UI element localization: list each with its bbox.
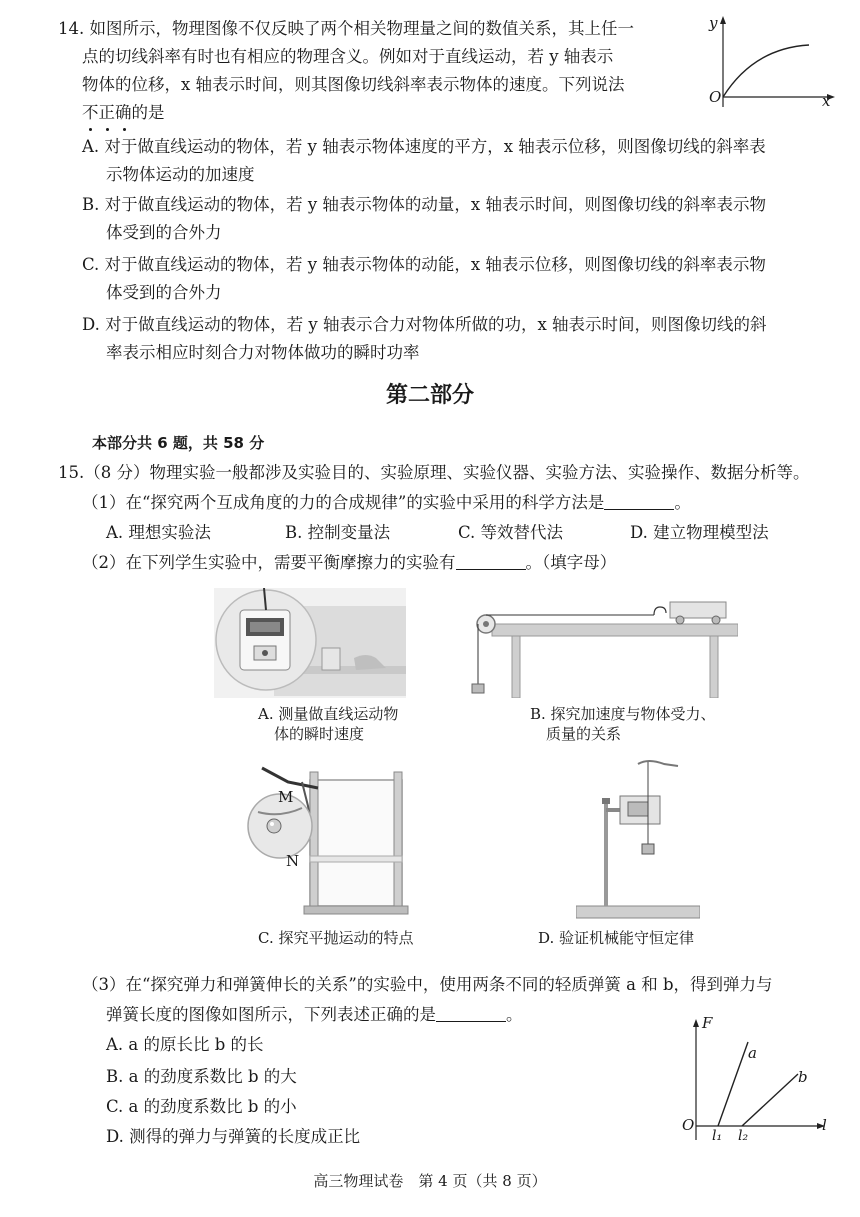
q15-sub3-option-a: A. a 的原长比 b 的长 bbox=[106, 1035, 264, 1054]
q14-graph bbox=[705, 12, 840, 112]
q15-sub2-end: 。（填字母） bbox=[525, 553, 617, 572]
emphasis-dot bbox=[89, 128, 92, 131]
q15-sub1 bbox=[82, 492, 691, 514]
page-footer: 高三物理试卷 第 4 页（共 8 页） bbox=[313, 1172, 547, 1190]
spring-graph-y-label: F bbox=[702, 1014, 713, 1032]
part-intro: 本部分共 6 题，共 58 分 bbox=[92, 434, 265, 452]
q14-option-a-line1: A. 对于做直线运动的物体，若 y 轴表示物体速度的平方，x 轴表示位移，则图像切线的斜率表 bbox=[82, 137, 766, 156]
q15-sub1-option-b: B. 控制变量法 bbox=[285, 523, 391, 542]
answer-blank bbox=[436, 1005, 506, 1022]
q15-sub3-line1: （3）在“探究弹力和弹簧伸长的关系”的实验中，使用两条不同的轻质弹簧 a 和 b，得到弹力与 bbox=[82, 975, 773, 994]
q14-option-d-line2: 率表示相应时刻合力对物体做功的瞬时功率 bbox=[106, 343, 420, 362]
q15-sub3-text: 弹簧长度的图像如图所示，下列表述正确的是 bbox=[106, 1005, 436, 1024]
q14-curve bbox=[723, 45, 809, 97]
figure-d-diagram bbox=[576, 758, 700, 920]
q15-sub2-text: （2）在下列学生实验中，需要平衡摩擦力的实验有 bbox=[82, 553, 456, 572]
emphasis-dot bbox=[106, 128, 109, 131]
q15-sub3-end: 。 bbox=[506, 1005, 523, 1024]
figure-b-caption-2: 质量的关系 bbox=[546, 725, 622, 743]
q14-graph-y-label: y bbox=[709, 14, 718, 32]
q14-option-b-line2: 体受到的合外力 bbox=[106, 223, 222, 242]
q14-line-4: 不正确的是 bbox=[82, 103, 165, 122]
spring-a-line bbox=[718, 1042, 748, 1126]
q15-sub3-option-d: D. 测得的弹力与弹簧的长度成正比 bbox=[106, 1127, 361, 1146]
q15-sub3-line2 bbox=[106, 1004, 523, 1026]
figure-a-caption-2: 体的瞬时速度 bbox=[274, 725, 365, 743]
q15-sub1-option-a: A. 理想实验法 bbox=[106, 523, 211, 542]
spring-graph-origin: O bbox=[682, 1116, 695, 1134]
figure-c-caption: C. 探究平抛运动的特点 bbox=[258, 929, 414, 947]
q14-line-3: 物体的位移，x 轴表示时间，则其图像切线斜率表示物体的速度。下列说法 bbox=[82, 75, 625, 94]
figure-c-label-n: N bbox=[286, 852, 300, 870]
spring-l2-label: l₂ bbox=[738, 1128, 749, 1144]
spring-a-label: a bbox=[748, 1044, 757, 1062]
figure-d-caption: D. 验证机械能守恒定律 bbox=[538, 929, 695, 947]
figure-c-label-m: M bbox=[278, 788, 294, 806]
q15-sub1-option-c: C. 等效替代法 bbox=[458, 523, 564, 542]
figure-b-diagram bbox=[466, 596, 738, 698]
spring-b-label: b bbox=[798, 1068, 808, 1086]
q14-option-d-line1: D. 对于做直线运动的物体，若 y 轴表示合力对物体所做的功，x 轴表示时间，则图像切线的斜 bbox=[82, 315, 767, 334]
answer-blank bbox=[456, 553, 526, 570]
emphasis-dot bbox=[123, 128, 126, 131]
q15-sub1-end: 。 bbox=[674, 493, 691, 512]
q14-option-b-line1: B. 对于做直线运动的物体，若 y 轴表示物体的动量，x 轴表示时间，则图像切线的斜率表示物 bbox=[82, 195, 766, 214]
q14-line-1: 14. 如图所示，物理图像不仅反映了两个相关物理量之间的数值关系，其上任一 bbox=[58, 19, 634, 38]
q14-graph-x-label: x bbox=[822, 92, 831, 110]
part-title: 第二部分 bbox=[385, 383, 474, 408]
spring-b-line bbox=[742, 1074, 798, 1126]
q14-graph-origin: O bbox=[709, 88, 722, 106]
figure-a-caption-1: A. 测量做直线运动物 bbox=[258, 705, 399, 723]
answer-blank bbox=[604, 493, 674, 510]
q15-spring-graph bbox=[682, 1014, 832, 1146]
spring-l1-label: l₁ bbox=[712, 1128, 723, 1144]
figure-b-caption-1: B. 探究加速度与物体受力、 bbox=[530, 705, 716, 723]
q15-stem: 15.（8 分）物理实验一般都涉及实验目的、实验原理、实验仪器、实验方法、实验操作、数据分析等。 bbox=[58, 463, 810, 482]
q15-sub1-text: （1）在“探究两个互成角度的力的合成规律”的实验中采用的科学方法是 bbox=[82, 493, 605, 512]
q14-option-c-line2: 体受到的合外力 bbox=[106, 283, 222, 302]
figure-a-photo bbox=[214, 588, 406, 698]
q15-sub3-option-c: C. a 的劲度系数比 b 的小 bbox=[106, 1097, 297, 1116]
q14-line-2: 点的切线斜率有时也有相应的物理含义。例如对于直线运动，若 y 轴表示 bbox=[82, 47, 614, 66]
q15-sub3-option-b: B. a 的劲度系数比 b 的大 bbox=[106, 1067, 297, 1086]
q14-option-a-line2: 示物体运动的加速度 bbox=[106, 165, 255, 184]
q14-option-c-line1: C. 对于做直线运动的物体，若 y 轴表示物体的动能，x 轴表示位移，则图像切线的斜率表示物 bbox=[82, 255, 766, 274]
figure-c-diagram bbox=[244, 760, 414, 920]
spring-graph-x-label: l bbox=[822, 1116, 827, 1134]
q15-sub1-option-d: D. 建立物理模型法 bbox=[630, 523, 769, 542]
q15-sub2 bbox=[82, 552, 616, 574]
